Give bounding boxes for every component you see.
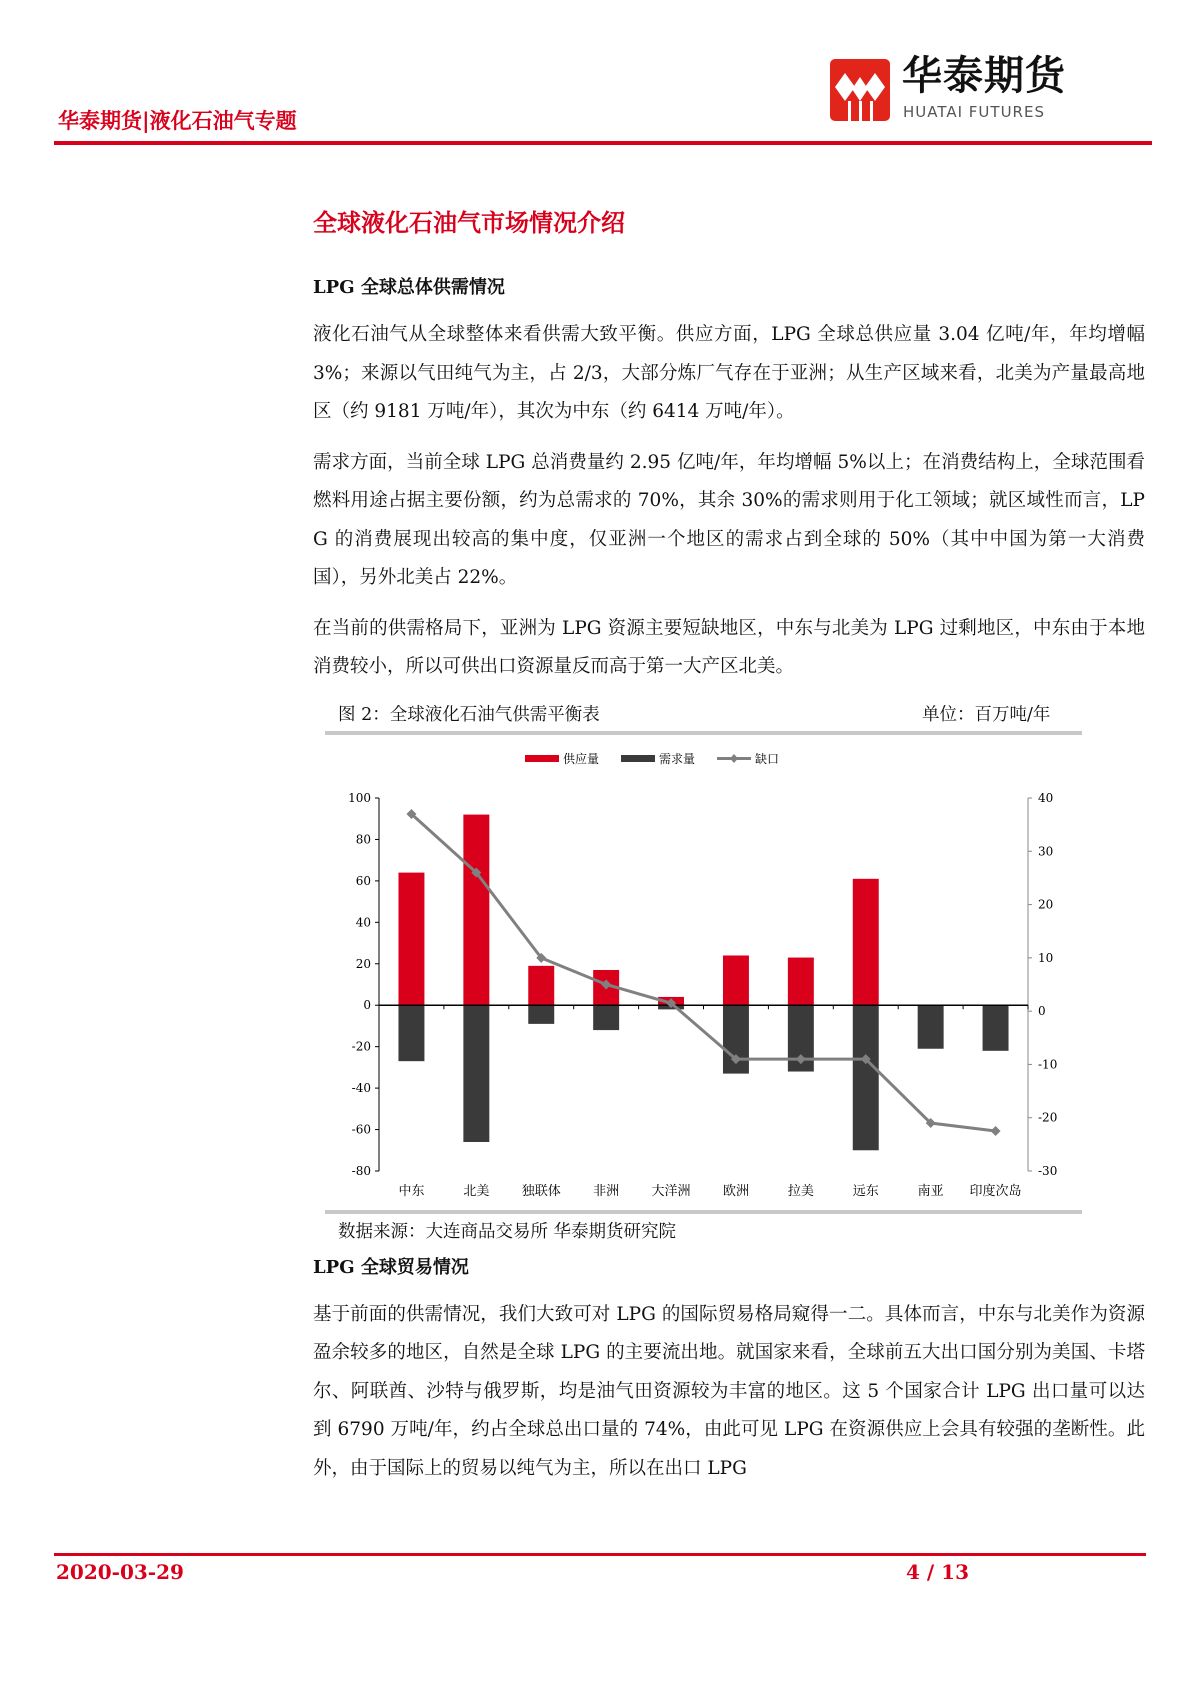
x-tick-label: 南亚 [917, 1183, 944, 1199]
y-tick-label: 0 [363, 997, 371, 1012]
legend-swatch [525, 755, 559, 762]
x-tick-label: 北美 [463, 1183, 490, 1199]
x-tick-label: 非洲 [593, 1183, 620, 1199]
bar-供应量 [788, 957, 814, 1005]
legend-swatch [621, 755, 655, 762]
legend-marker [730, 754, 738, 763]
footer-date: 2020-03-29 [56, 1560, 184, 1584]
bar-需求量 [983, 1005, 1009, 1051]
bar-供应量 [528, 965, 554, 1004]
y2-tick-label: -20 [1038, 1110, 1058, 1125]
bar-供应量 [723, 955, 749, 1005]
y-tick-label: -60 [351, 1122, 371, 1137]
paragraph: 需求方面，当前全球 LPG 总消费量约 2.95 亿吨/年，年均增幅 5%以上；在消费结构上，全球范围看燃料用途占据主要份额，约为总需求的 70%，其余 30%的需求则用于化工领域；就区域性而言，LPG 的消费展现出较高的集中度，仅亚洲一个地区的需求占到全球的 50%（其中中国为第一大消费国），另外北美占 22%。 [313, 451, 1145, 588]
footer-divider [54, 1553, 1146, 1556]
y2-tick-label: -30 [1038, 1163, 1058, 1178]
logo-text-cn: 华泰期货 [902, 53, 1066, 99]
y-tick-label: -20 [351, 1039, 371, 1054]
header-divider [54, 141, 1152, 145]
y2-tick-label: -10 [1038, 1056, 1058, 1071]
x-tick-label: 大洋洲 [651, 1183, 691, 1199]
x-tick-label: 远东 [852, 1183, 879, 1199]
chart-bottom-border [325, 1210, 1082, 1214]
x-tick-label: 印度次岛 [969, 1183, 1022, 1199]
bar-需求量 [918, 1005, 944, 1049]
x-tick-label: 独联体 [521, 1183, 561, 1199]
paragraph: 在当前的供需格局下，亚洲为 LPG 资源主要短缺地区，中东与北美为 LPG 过剩地区，中东由于本地消费较小，所以可供出口资源量反而高于第一大产区北美。 [313, 617, 1145, 677]
figure-source: 数据来源：大连商品交易所 华泰期货研究院 [338, 1221, 677, 1242]
bar-需求量 [398, 1005, 424, 1061]
paragraph: 基于前面的供需情况，我们大致可对 LPG 的国际贸易格局窥得一二。具体而言，中东与北美作为资源盈余较多的地区，自然是全球 LPG 的主要流出地。就国家来看，全球前五大出口国分别为美国、卡塔尔、阿联酋、沙特与俄罗斯，均是油气田资源较为丰富的地区。这 5 个国家合计 LPG 出口量可以达到 6790 万吨/年，约占全球总出口量的 74%，由此可见 LPG 在资源供应上会具有较强的垄断性。此外，由于国际上的贸易以纯气为主，所以在出口 LPG [313, 1303, 1145, 1479]
header-title: 华泰期货|液化石油气专题 [58, 108, 297, 133]
y-tick-label: 60 [355, 873, 371, 888]
section-title: 全球液化石油气市场情况介绍 [313, 208, 625, 237]
y-tick-label: -40 [351, 1080, 371, 1095]
figure-caption: 图 2：全球液化石油气供需平衡表 [338, 704, 600, 725]
content-column [313, 208, 1145, 1500]
y2-tick-label: 40 [1038, 790, 1054, 805]
supply-demand-chart [325, 731, 1082, 1214]
x-tick-label: 中东 [398, 1183, 425, 1199]
y-tick-label: 40 [355, 914, 371, 929]
y2-tick-label: 10 [1038, 950, 1054, 965]
bar-需求量 [528, 1005, 554, 1024]
gap-line [411, 813, 995, 1130]
legend-label: 需求量 [659, 751, 696, 766]
subheading-trade: LPG 全球贸易情况 [313, 1256, 469, 1278]
bar-供应量 [853, 878, 879, 1004]
y-tick-label: 100 [348, 790, 371, 805]
y-tick-label: 80 [355, 831, 371, 846]
y2-tick-label: 20 [1038, 897, 1054, 912]
chart-top-border [325, 731, 1082, 735]
y-tick-label: -80 [351, 1163, 371, 1178]
bar-需求量 [463, 1005, 489, 1142]
bar-需求量 [853, 1005, 879, 1150]
logo-text-en: HUATAI FUTURES [903, 103, 1045, 121]
page-number: 4 / 13 [906, 1560, 969, 1584]
legend-label: 缺口 [755, 751, 780, 766]
y2-tick-label: 30 [1038, 843, 1054, 858]
y-tick-label: 20 [355, 956, 371, 971]
bar-供应量 [463, 814, 489, 1005]
paragraph: 液化石油气从全球整体来看供需大致平衡。供应方面，LPG 全球总供应量 3.04 亿吨/年，年均增幅 3%；来源以气田纯气为主，占 2/3，大部分炼厂气存在于亚洲；从生产区域来看，北美为产量最高地区（约 9181 万吨/年），其次为中东（约 6414 万吨/年）。 [313, 324, 1145, 422]
y2-tick-label: 0 [1038, 1003, 1046, 1018]
bar-供应量 [398, 872, 424, 1005]
x-tick-label: 欧洲 [722, 1183, 749, 1199]
figure [0, 703, 1190, 1244]
legend-label: 供应量 [563, 751, 600, 766]
figure-header [0, 703, 1190, 731]
gap-point [991, 1126, 1001, 1136]
figure-unit: 单位：百万吨/年 [922, 704, 1051, 725]
subheading-supply-demand: LPG 全球总体供需情况 [313, 277, 505, 298]
bar-需求量 [593, 1005, 619, 1030]
x-tick-label: 拉美 [787, 1183, 814, 1199]
